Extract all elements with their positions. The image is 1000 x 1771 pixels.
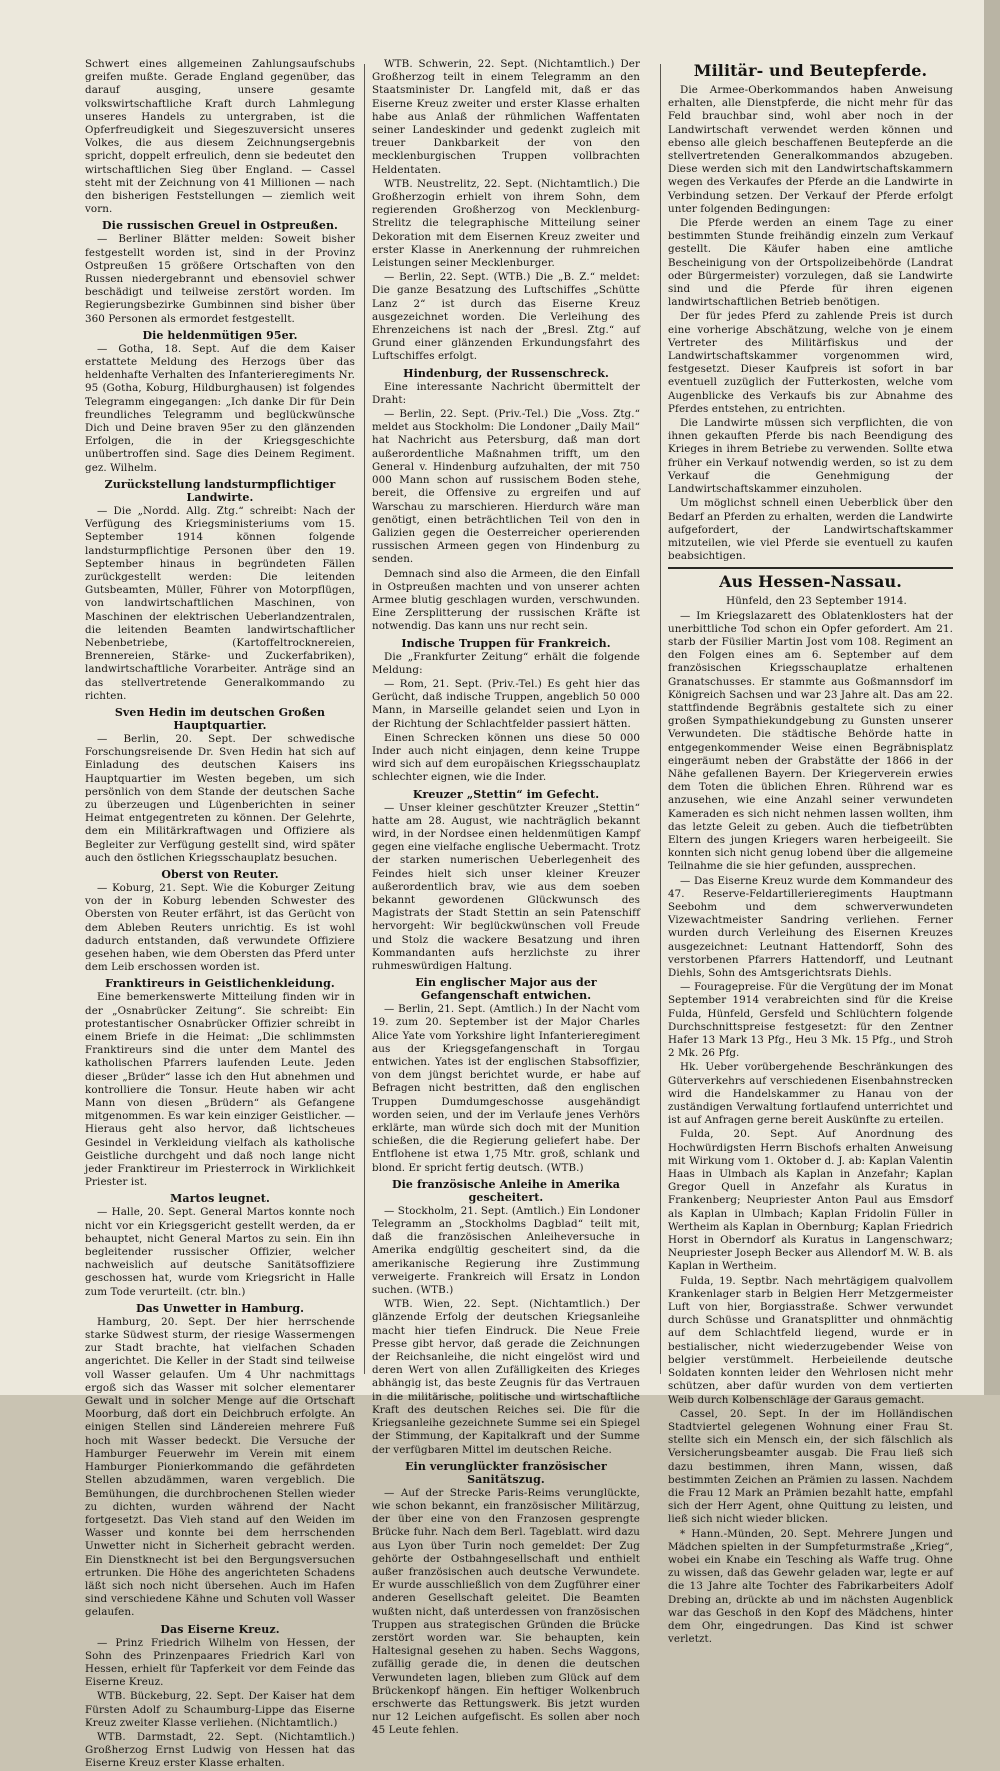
column-3 [668, 58, 953, 1646]
headline-kreuz: Das Eiserne Kreuz. [160, 1622, 280, 1636]
paragraph-hessen-2: — Das Eiserne Kreuz wurde dem Kommandeur des 47. Reserve-Feldartillerieregiments Hauptmann Seebohm und dem schwerverwundeten Vizewachtmeister Sandring verliehen. Ferner wurden durch Verleihung des Eisernen Kreuzes ausgezeichnet: Leutnant Hattendorff, Sohn des verstorbenen Pfarrers Hattendorff, und Leutnant Diehls, Sohn des Amtsgerichtsrats Diehls. [668, 874, 953, 979]
column-rule-1 [364, 64, 365, 1374]
headline-landsturm: Zurückstellung landsturmpflichtiger Landwirte. [104, 477, 336, 504]
headline-hindenburg: Hindenburg, der Russenschreck. [403, 366, 609, 380]
paragraph-landsturm: — Die „Nordd. Allg. Ztg.“ schreibt: Nach der Verfügung des Kriegsministeriums vom 15. September 1914 können folgende landsturmpflichtige Personen über den 19. September hinaus in begründeten Fällen zurückgestellt werden: Die leitenden Gutsbeamten, Müller, Führer von Motorpflügen, von landwirtschaftlichen Maschinen, von Maschinen der elektrischen Ueberlandzentralen, die leitenden Beamten landwirtschaftlicher Nebenbetriebe, (Kartoffeltrocknereien, Brennereien, Stärke- und Zuckerfabriken), landwirtschaftliche Vorarbeiter. Anträge sind an das stellvertretende Generalkommando zu richten. [85, 504, 355, 702]
paragraph-hindenburg-2: — Berlin, 22. Sept. (Priv.-Tel.) Die „Voss. Ztg.“ meldet aus Stockholm: Die Londoner „Daily Mail“ hat Nachricht aus Petersburg, daß man dort außerordentliche Maßnahmen trifft, um den General v. Hindenburg aufzuhalten, der mit 750 000 Mann schon auf russischem Boden stehe, bereit, die Offensive zu ergreifen und auf Warschau zu marschieren. Hierdurch wäre man genötigt, einen beträchtlichen Teil von den in Galizien gegen die Oesterreicher operierenden russischen Armeen gegen von Hindenburg zu senden. [372, 408, 640, 566]
section-divider [668, 567, 953, 569]
paragraph-hessen-4: Hk. Ueber vorübergehende Beschränkungen des Güterverkehrs auf verschiedenen Eisenbahnstrecken wird die Handelskammer zu Hanau von der zuständigen Verwaltung fortlaufend unterrichtet und ist auf Anfragen gerne bereit Auskünfte zu erteilen. [668, 1061, 953, 1127]
paragraph-hindenburg-1: Eine interessante Nachricht übermittelt der Draht: [372, 380, 640, 406]
paragraph-martos: — Halle, 20. Sept. General Martos konnte noch nicht vor ein Kriegsgericht gestellt werden, da er behauptet, nicht General Martos zu sein. Ein ihn begleitender russischer Offizier, welcher nachweislich auf deutsche Sanitätsoffiziere geschossen hat, wurde vom Kriegsricht in Halle zum Tode verurteilt. (ctr. bln.) [85, 1206, 355, 1298]
section-title-pferde: Militär- und Beutepferde. [693, 61, 928, 80]
paragraph-reuter: — Koburg, 21. Sept. Wie die Koburger Zeitung von der in Koburg lebenden Schwester des Obersten von Reuter erfährt, ist das Gerücht von dem Ableben Reuters unrichtig. Es ist wohl dadurch entstanden, daß verwundete Offiziere gesehen haben, wie dem Obersten das Pferd unter dem Leib erschossen worden ist. [85, 881, 356, 974]
paragraph-hessen-7: Cassel, 20. Sept. In der im Holländischen Stadtviertel gelegenen Wohnung einer Frau St. stellte sich ein Mensch ein, der sich fälschlich als Versicherungsbeamter ausgab. Die Frau ließ sich dazu bestimmen, ihren Mann, wissen, daß bestimmten Zeichen an Prämien zu lassen. Nachdem die Frau 12 Mark an Prämien bezahlt hatte, empfahl sich der Herr Agent, ohne Quittung zu leisten, und ließ sich nicht wieder blicken. [668, 1407, 953, 1526]
paragraph-hedin: — Berlin, 20. Sept. Der schwedische Forschungsreisende Dr. Sven Hedin hat sich auf Einladung des deutschen Kaisers ins Hauptquartier im Westen begeben, um sich persönlich von dem Stande der deutschen Sache zu überzeugen und Lügenberichten in seiner Heimat entgegentreten zu können. Der Gelehrte, dem ein Militärkraftwagen und Offiziere als Begleiter zur Verfügung gestellt sind, wird später auch den östlichen Kriegsschauplatz besuchen. [85, 732, 355, 864]
paragraph-hessen-6: Fulda, 19. Septbr. Nach mehrtägigem qualvollem Krankenlager starb in Belgien Herr Metzgermeister Luft von hier, Borgiasstraße. Schwer verwundet durch Schüsse und Granatsplitter und ohnmächtig auf dem Schlachtfeld liegend, wurde er in bestialischer, nicht wiederzugebender Weise von belgier verstümmelt. Herbeieilende deutsche Soldaten konnten leider den Wehrlosen nicht mehr schützen, aber dafür wurden von dem vertierten Weib durch Kolbenschläge der Garaus gemacht. [668, 1274, 953, 1406]
paragraph-hessen-5: Fulda, 20. Sept. Auf Anordnung des Hochwürdigsten Herrn Bischofs erhalten Anweisung mit Wirkung vom 1. Oktober d. J. ab: Kaplan Valentin Haas in Ulmbach als Kaplan in Anzefahr; Kaplan Gregor Quell in Anzefahr als Kuratus in Frankenberg; Neupriester Anton Paul aus Emsdorf als Kaplan in Ulmbach; Kaplan Fridolin Füller in Wertheim als Kaplan in Obernburg; Kaplan Friedrich Horst in Oberndorf als Kuratus in Langenschwarz; Neupriester Joseph Becker aus Allendorf M. W. B. als Kaplan in Wertheim. [668, 1128, 953, 1273]
headline-indische: Indische Truppen für Frankreich. [401, 636, 611, 650]
paragraph-pferde-1: Die Armee-Oberkommandos haben Anweisung erhalten, alle Dienstpferde, die nicht mehr für das Feld brauchbar sind, wohl aber noch in der Landwirtschaft verwendet werden können und ebenso alle gleich beschaffenen Beutepferde an die stellvertretenden Generalkommandos abzugeben. Diese werden sich mit den Landwirtschaftskammern wegen des Verkaufes der Pferde an die Landwirte in Verbindung setzen. Der Verkauf der Pferde erfolgt unter folgenden Bedingungen: [668, 84, 953, 215]
paragraph-unwetter: Hamburg, 20. Sept. Der hier herrschende starke Südwest sturm, der riesige Wassermengen zur Stadt brachte, hat vielfachen Schaden angerichtet. Die Keller in der Stadt sind teilweise voll Wasser gelaufen. Um 4 Uhr nachmittags ergoß sich das Wasser mit solcher elementarer Gewalt und in solcher Menge auf die Ortschaft Moorburg, daß dort ein Deichbruch erfolgte. An einigen Stellen sind Ländereien mehrere Fuß hoch mit Wasser bedeckt. Die Versuche der Hamburger Feuerwehr im Verein mit einem Hamburger Pionierkommando die gefährdeten Stellen abzudämmen, waren vergeblich. Die Bemühungen, die durchbrochenen Stellen wieder zu dichten, wurden während der Nacht fortgesetzt. Das Vieh stand auf den Weiden im Wasser und konnte bei dem herrschenden Unwetter nicht in Sicherheit gebracht werden. Ein Dienstknecht ist bei den Bergungsversuchen ertrunken. Die Höhe des angerichteten Schadens läßt sich noch nicht übersehen. Auch im Hafen sind verschiedene Kähne und Schuten voll Wasser gelaufen. [85, 1315, 355, 1619]
paragraph-pferde-2: Die Pferde werden an einem Tage zu einer bestimmten Stunde freihändig einzeln zum Verkauf gestellt. Die Käufer haben eine amtliche Bescheinigung von der Ortspolizeibehörde (Landrat oder Bürgermeister) vorzulegen, daß sie Landwirte sind und die Pferde für ihren eigenen landwirtschaftlichen Betrieb benötigen. [668, 217, 953, 309]
paragraph-bz: — Berlin, 22. Sept. (WTB.) Die „B. Z.“ meldet: Die ganze Besatzung des Luftschiffes „Schütte Lanz 2“ ist durch das Eiserne Kreuz ausgezeichnet worden. Die Verleihung des Ehrenzeichens ist nach der „Bresl. Ztg.“ auf Grund einer glänzenden Erkundungsfahrt des Luftschiffes erfolgt. [372, 271, 640, 363]
headline-95er: Die heldenmütigen 95er. [142, 328, 298, 342]
paragraph-anleihe-2: WTB. Wien, 22. Sept. (Nichtamtlich.) Der glänzende Erfolg der deutschen Kriegsanleihe macht hier tiefen Eindruck. Die Neue Freie Presse gibt hervor, daß gerade die Zeichnungen der Reichsanleihe, die nicht eingelöst wird und deren Wert von allen Zufälligkeiten des Krieges abhängig ist, das beste Zeugnis für das Vertrauen in die militärische, politische und wirtschaftliche Kraft des deutschen Reiches sei. Die für die Kriegsanleihe gezeichnete Summe sei ein Spiegel der Stimmung, der Kapitalkraft und der Summe der verfügbaren Mittel im deutschen Reiche. [372, 1298, 640, 1456]
paragraph-kreuz-3: WTB. Darmstadt, 22. Sept. (Nichtamtlich.) Großherzog Ernst Ludwig von Hessen hat das Eiserne Kreuz erster Klasse erhalten. [85, 1730, 355, 1770]
paragraph-indische-2: — Rom, 21. Sept. (Priv.-Tel.) Es geht hier das Gerücht, daß indische Truppen, angeblich 50 000 Mann, in Marseille gelandet seien und Lyon in der Richtung der Schlachtfelder passiert hätten. [372, 677, 640, 730]
paragraph-greuel: — Berliner Blätter melden: Soweit bisher festgestellt worden ist, sind in der Provinz Ostpreußen 15 größere Ortschaften von den Russen niedergebrannt und ebensoviel schwer beschädigt und teilweise zerstört worden. Im Regierungsbezirke Gumbinnen sind bisher über 360 Personen als ermordet festgestellt. [85, 233, 355, 325]
paragraph-kreuz-2: WTB. Bückeburg, 22. Sept. Der Kaiser hat dem Fürsten Adolf zu Schaumburg-Lippe das Eiserne Kreuz zweiter Klasse verliehen. (Nichtamtlich.) [85, 1690, 355, 1729]
paragraph-schwerin: WTB. Schwerin, 22. Sept. (Nichtamtlich.) Der Großherzog teilt in einem Telegramm an den Staatsminister Dr. Langfeld mit, daß er das Eiserne Kreuz zweiter und erster Klasse erhalten habe aus Anlaß der rühmlichen Waffentaten seiner Landeskinder und gedenkt zugleich mit treuer Dankbarkeit der von den mecklenburgischen Truppen vollbrachten Heldentaten. [372, 58, 640, 176]
headline-anleihe: Die französische Anleihe in Amerika gescheitert. [392, 1177, 620, 1204]
paragraph-indische-3: Einen Schrecken können uns diese 50 000 Inder auch nicht einjagen, denn keine Truppe wird sich auf dem europäischen Kriegsschauplatz schlechter eignen, wie die Inder. [372, 731, 640, 784]
paragraph-hessen-1: — Im Kriegslazarett des Oblatenklosters hat der unerbittliche Tod schon ein Opfer gefordert. Am 21. starb der Füsilier Martin Jost vom 108. Regiment an den Folgen eines am 6. September auf dem französischen Kriegsschauplatze erhaltenen Granatschusses. Er stammte aus Goßmannsdorf im Königreich Sachsen und war 23 Jahre alt. Das am 22. stattfindende Begräbnis gestaltete sich zu einer großen Sympathiekundgebung zu Gunsten unserer Verwundeten. Die städtische Behörde hatte in entgegenkommender Weise einen Begräbnisplatz eingeräumt neben der Grabstätte der 1866 in der Nähe gefallenen Bayern. Der Kriegerverein erwies dem Toten die üblichen Ehren. Rührend war es anzusehen, wie eine Anzahl seiner verwundeten Kameraden es sich nicht nehmen lassen wollten, ihm das letzte Geleit zu geben. Auch die tiefbetrübten Eltern des jungen Kriegers waren herbeigeeilt. Sie konnten sich nicht genug lobend über die allgemeine Teilnahme die sie hier gefunden, aussprechen. [668, 609, 953, 873]
headline-sanitaet: Ein verunglückter französischer Sanitätszug. [405, 1459, 607, 1486]
paragraph-hessen-8: * Hann.-Münden, 20. Sept. Mehrere Jungen und Mädchen spielten in der Sumpfeturmstraße „Krieg“, wobei ein Knabe ein Tesching als Waffe trug. Ohne zu wissen, daß das Gewehr geladen war, legte er auf die 13 Jahre alte Tochter des Fabrikarbeiters Adolf Drebing an, drückte ab und im nächsten Augenblick war das Geschoß in den Kopf des Mädchens, hinter dem Ohr, eingedrungen. Das Kind ist schwer verletzt. [668, 1527, 953, 1646]
headline-major: Ein englischer Major aus der Gefangenschaft entwichen. [415, 976, 597, 1003]
headline-reuter: Oberst von Reuter. [161, 867, 279, 881]
headline-greuel: Die russischen Greuel in Ostpreußen. [102, 219, 338, 233]
headline-martos: Martos leugnet. [170, 1192, 270, 1206]
scan-edge [984, 0, 1000, 1395]
paragraph-95er: — Gotha, 18. Sept. Auf die dem Kaiser erstattete Meldung des Herzogs über das heldenhafte Verhalten des Infanterieregiments Nr. 95 (Gotha, Koburg, Hildburghausen) ist folgendes Telegramm eingegangen: „Ich danke Dir für Dein freundliches Telegramm und beglückwünsche Dich und Deine braven 95er zu den glänzenden Erfolgen, die in der Kriegsgeschichte unübertroffen sind. Sage dies Deinem Regiment. gez. Wilhelm. [85, 342, 355, 474]
paragraph-anleihe-1: — Stockholm, 21. Sept. (Amtlich.) Ein Londoner Telegramm an „Stockholms Dagblad“ teilt mit, daß die französischen Anleiheversuche in Amerika endgültig gescheitert sind, da die amerikanische Regierung ihre Zustimmung verweigerte. Frankreich will Ersatz in London suchen. (WTB.) [372, 1204, 640, 1297]
paragraph-neustrelitz: WTB. Neustrelitz, 22. Sept. (Nichtamtlich.) Die Großherzogin erhielt von ihrem Sohn, dem regierenden Großherzog von Mecklenburg-Strelitz die telegraphische Mitteilung seiner Dekoration mit dem Eisernen Kreuz zweiter und erster Klasse in Anerkennung der ruhmreichen Leistungen seiner Mecklenburger. [372, 177, 640, 270]
paragraph-major: — Berlin, 21. Sept. (Amtlich.) In der Nacht vom 19. zum 20. September ist der Major Charles Alice Yate vom Yorkshire light Infanterieregiment aus der Kriegsgefangenschaft in Torgau entwichen. Yates ist der englischen Stabsoffizier, von dem jüngst berichtet wurde, er habe auf Befragen nicht bestritten, daß den englischen Truppen Dumdumgeschosse ausgehändigt worden seien, und der im Verlaufe jenes Verhörs erklärte, man würde sich doch mit der Munition schießen, die die Regierung geliefert habe. Der Entflohene ist etwa 1,75 Mtr. groß, schlank und blond. Er spricht fertig deutsch. (WTB.) [372, 1003, 640, 1174]
headline-hedin: Sven Hedin im deutschen Großen Hauptquartier. [114, 705, 326, 732]
paragraph-pferde-3: Der für jedes Pferd zu zahlende Preis ist durch eine vorherige Abschätzung, welche von je einem Vertreter des Militärfiskus und der Landwirtschaftskammer vorgenommen wird, festgesetzt. Dieser Kaufpreis ist sofort in bar eventuell zuzüglich der Futterkosten, welche vom Augenblicke des Verkaufs bis zur Abnahme des Pferdes entstehen, zu entrichten. [668, 310, 953, 415]
headline-stettin: Kreuzer „Stettin“ im Gefecht. [412, 787, 600, 801]
column-2 [372, 58, 640, 1737]
section-title-hessen: Aus Hessen-Nassau. [719, 572, 902, 592]
paragraph-hindenburg-3: Demnach sind also die Armeen, die den Einfall in Ostpreußen machten und von unserer achten Armee blutig geschlagen wurden, verschwunden. Eine Zersplitterung der russischen Kräfte ist notwendig. Das kann uns nur recht sein. [372, 567, 640, 633]
paragraph-franktireurs: Eine bemerkenswerte Mitteilung finden wir in der „Osnabrücker Zeitung“. Sie schreibt: Ein protestantischer Osnabrücker Offizier schreibt in einem Briefe in die Heimat: „Die schlimmsten Franktireurs sind die unter dem Mantel des katholischen Pfarrers laufenden Leute. Jeden dieser „Brüder“ lasse ich den Hut abnehmen und kontrolliere die Tonsur. Heute haben wir acht Mann von diesen „Brüdern“ als Gefangene mitgenommen. Es war kein einziger Geistlicher. — Hieraus geht also hervor, daß lichtscheues Gesindel in Verkleidung vielfach als katholische Geistliche durchgeht und daß noch lange nicht jeder Franktireur im Priesterrock in Wirklichkeit Priester ist. [85, 991, 355, 1189]
paragraph-kreuz-1: — Prinz Friedrich Wilhelm von Hessen, der Sohn des Prinzenpaares Friedrich Karl von Hessen, erhielt für Tapferkeit vor dem Feinde das Eiserne Kreuz. [85, 1636, 355, 1689]
dateline: Hünfeld, den 23 September 1914. [726, 595, 907, 608]
paragraph-intro: Schwert eines allgemeinen Zahlungsaufschubs greifen mußte. Gerade England gegenüber, das darauf ausging, unsere gesamte volkswirtschaftliche Kraft durch Lahmlegung unseres Handels zu untergraben, ist die Opferfreudigkeit und Siegeszuversicht unseres Volkes, die aus diesem Zeichnungsergebnis spricht, doppelt erfreulich, denn sie bedeutet den wirtschaftlichen Sieg über England. — Cassel steht mit der Zeichnung von 41 Millionen — nach den bisherigen Feststellungen — ziemlich weit vorn. [85, 58, 355, 216]
paragraph-indische-1: Die „Frankfurter Zeitung“ erhält die folgende Meldung: [372, 650, 640, 676]
paragraph-pferde-4: Die Landwirte müssen sich verpflichten, die von ihnen gekauften Pferde bis nach Beendigung des Krieges in ihrem Betriebe zu verwenden. Sollte etwa früher ein Verkauf notwendig werden, so ist zu dem Verkauf die Genehmigung der Landwirtschaftskammer einzuholen. [668, 417, 953, 496]
headline-unwetter: Das Unwetter in Hamburg. [135, 1301, 305, 1315]
paragraph-hessen-3: — Fouragepreise. Für die Vergütung der im Monat September 1914 verabreichten sind für die Kreise Fulda, Hünfeld, Gersfeld und Schlüchtern folgende Durchschnittspreise festgesetzt: für den Zentner Hafer 13 Mark 13 Pfg., Heu 3 Mk. 15 Pfg., und Stroh 2 Mk. 26 Pfg. [668, 981, 953, 1060]
column-rule-2 [660, 64, 661, 1374]
paragraph-pferde-5: Um möglichst schnell einen Ueberblick über den Bedarf an Pferden zu erhalten, werden die Landwirte aufgefordert, der Landwirtschaftskammer mitzuteilen, wie viel Pferde sie eventuell zu kaufen beabsichtigen. [668, 497, 953, 563]
column-1 [85, 58, 356, 1770]
paragraph-stettin: — Unser kleiner geschützter Kreuzer „Stettin“ hatte am 28. August, wie nachträglich bekannt wird, in der Nordsee einen heldenmütigen Kampf gegen eine vielfache englische Uebermacht. Trotz der starken numerischen Ueberlegenheit des Feindes hielt sich unser kleiner Kreuzer außerordentlich brav, wie aus dem soeben bekannt gewordenen Glückwunsch des Magistrats der Stadt Stettin an sein Patenschiff hervorgeht: Wir beglückwünschen voll Freude und Stolz die wackere Besatzung und ihren Kommandanten aufs herzlichste zu ihrer ruhmeswürdigen Haltung. [372, 801, 640, 972]
paragraph-sanitaet: — Auf der Strecke Paris-Reims verunglückte, wie schon bekannt, ein französischer Militärzug, der über eine von den Franzosen gesprengte Brücke fuhr. Nach dem Berl. Tageblatt. wird dazu aus Lyon über Turin noch gemeldet: Der Zug gehörte der Ostbahngesellschaft und enthielt außer französischen auch deutsche Verwundete. Er wurde ausschließlich von dem Zugführer einer anderen Gesellschaft geleitet. Die Beamten wußten nicht, daß unterdessen von französischen Truppen aus strategischen Gründen die Brücke zerstört worden war. Sie behaupten, kein Haltesignal gesehen zu haben. Sechs Waggons, zufällig gerade die, in denen die deutschen Verwundeten lagen, blieben zum Glück auf dem Brückenkopf hängen. Ein heftiger Wolkenbruch erschwerte das Rettungswerk. Bis jetzt wurden nur 12 Leichen aufgefischt. Es sollen aber noch 45 Leute fehlen. [372, 1486, 640, 1737]
headline-franktireurs: Franktireurs in Geistlichenkleidung. [105, 977, 335, 991]
